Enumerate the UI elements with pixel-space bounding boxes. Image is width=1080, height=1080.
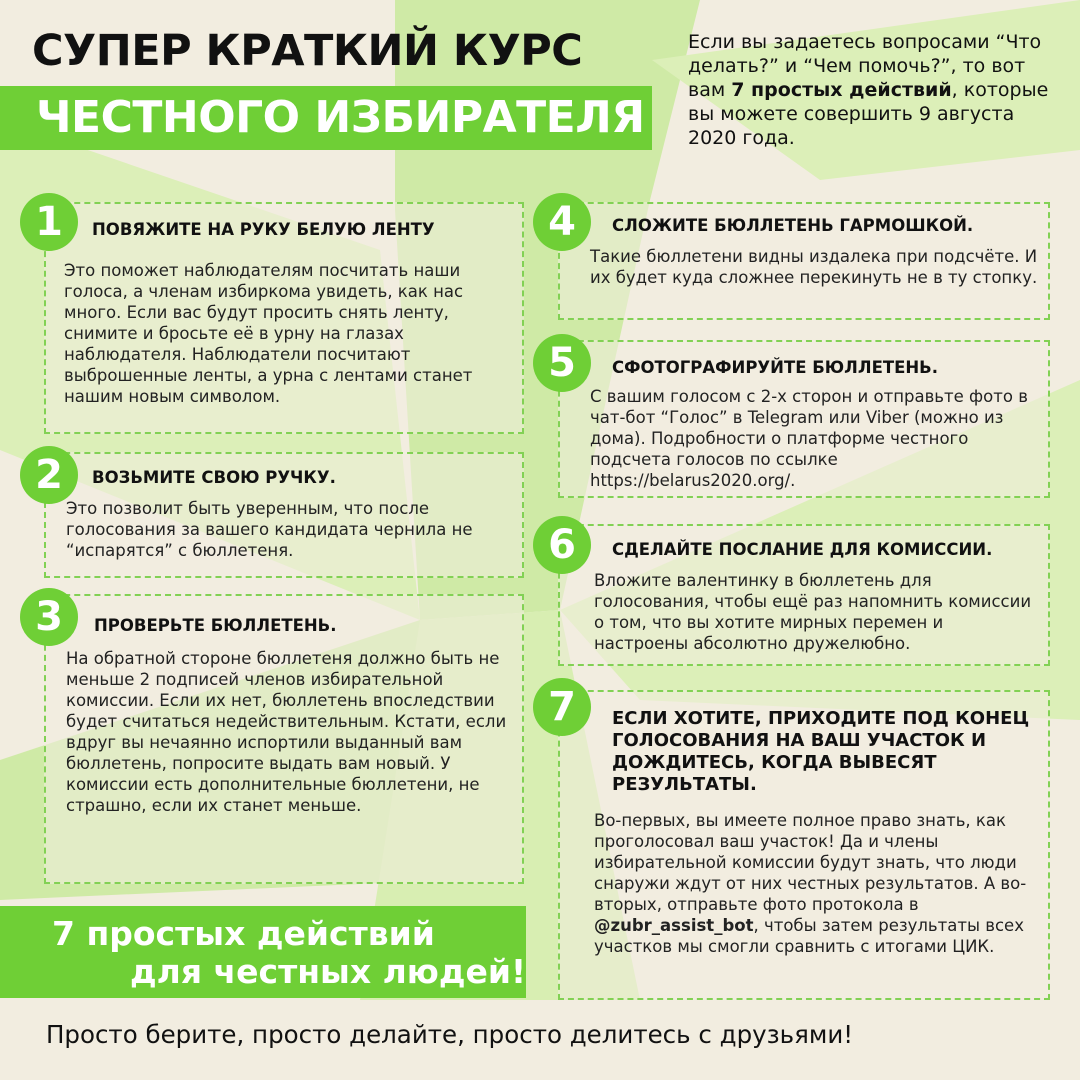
step-title-6: СДЕЛАЙТЕ ПОСЛАНИЕ ДЛЯ КОМИССИИ. [612, 540, 993, 559]
footer-tagline: Просто берите, просто делайте, просто делитесь с друзьями! [46, 1020, 854, 1049]
step-number-badge-5: 5 [533, 334, 591, 392]
step-text-7-end: , чтобы затем результаты всех участков мы смогли сравнить с итогами ЦИК. [594, 916, 1024, 956]
page-title-line1: СУПЕР КРАТКИЙ КУРС [32, 26, 583, 76]
step-title-1: ПОВЯЖИТЕ НА РУКУ БЕЛУЮ ЛЕНТУ [92, 220, 435, 239]
step-text-5: С вашим голосом с 2-х сторон и отправьте фото в чат-бот “Голос” в Telegram или Viber (можно из дома). Подробности о платформе честного подсчета голосов по ссылке https://belarus2020.org/. [590, 387, 1028, 490]
step-title-4: СЛОЖИТЕ БЮЛЛЕТЕНЬ ГАРМОШКОЙ. [612, 216, 974, 235]
slogan-line1: 7 простых действий [52, 914, 435, 953]
step-number-badge-6: 6 [533, 516, 591, 574]
step-text-4: Такие бюллетени видны издалека при подсчёте. И их будет куда сложнее перекинуть не в ту стопку. [590, 247, 1038, 287]
slogan-line2: для честных людей! [130, 952, 527, 991]
page-title-line2: ЧЕСТНОГО ИЗБИРАТЕЛЯ [36, 92, 645, 143]
step-text-7-start: Во-первых, вы имеете полное право знать, как проголосовал ваш участок! Да и члены избирательной комиссии будут знать, что люди снаружи ждут от них честных результатов. А во-вторых, отправьте фото протокола в [594, 811, 1027, 914]
intro-text-start: Если вы задаетесь вопросами “Что делать?” и “Чем помочь?”, то вот вам [688, 31, 1042, 101]
step-text-7 [594, 810, 1040, 957]
step-number-badge-2: 2 [20, 446, 78, 504]
step-text-6: Вложите валентинку в бюллетень для голосования, чтобы ещё раз напомнить комиссии о том, что вы хотите мирных перемен и настроены абсолютно дружелюбно. [594, 571, 1032, 653]
step-title-5: СФОТОГРАФИРУЙТЕ БЮЛЛЕТЕНЬ. [612, 358, 939, 377]
step-title-7: ЕСЛИ ХОТИТЕ, ПРИХОДИТЕ ПОД КОНЕЦ ГОЛОСОВАНИЯ НА ВАШ УЧАСТОК И ДОЖДИТЕСЬ, КОГДА ВЫВЕСЯТ РЕЗУЛЬТАТЫ. [612, 708, 1030, 795]
step-title-2: ВОЗЬМИТЕ СВОЮ РУЧКУ. [92, 468, 336, 487]
step-title-3: ПРОВЕРЬТЕ БЮЛЛЕТЕНЬ. [94, 616, 337, 635]
step-number-badge-7: 7 [533, 678, 591, 736]
step-number-badge-3: 3 [20, 588, 78, 646]
intro-text-bold: 7 простых действий [731, 79, 952, 101]
bot-handle: @zubr_assist_bot [594, 916, 754, 935]
intro-text [688, 30, 1068, 150]
step-number-badge-4: 4 [533, 193, 591, 251]
step-number-badge-1: 1 [20, 193, 78, 251]
step-text-1: Это поможет наблюдателям посчитать наши голоса, а членам избиркома увидеть, как нас много. Если вас будут просить снять ленту, снимите и бросьте её в урну на глазах наблюдателя. Наблюдатели посчитают выброшенные ленты, а урна с лентами станет нашим новым символом. [64, 261, 473, 406]
step-text-2: Это позволит быть уверенным, что после голосования за вашего кандидата чернила не “испарятся” с бюллетеня. [66, 499, 473, 560]
step-text-3: На обратной стороне бюллетеня должно быть не меньше 2 подписей членов избирательной комиссии. Если их нет, бюллетень впоследствии будет считаться недействительным. Кстати, если вдруг вы нечаянно испортили выданный вам бюллетень, попросите выдать вам новый. У комиссии есть дополнительные бюллетени, не страшно, если их станет меньше. [66, 649, 507, 815]
intro-text-end: , которые вы можете совершить 9 августа 2020 года. [688, 79, 1049, 149]
